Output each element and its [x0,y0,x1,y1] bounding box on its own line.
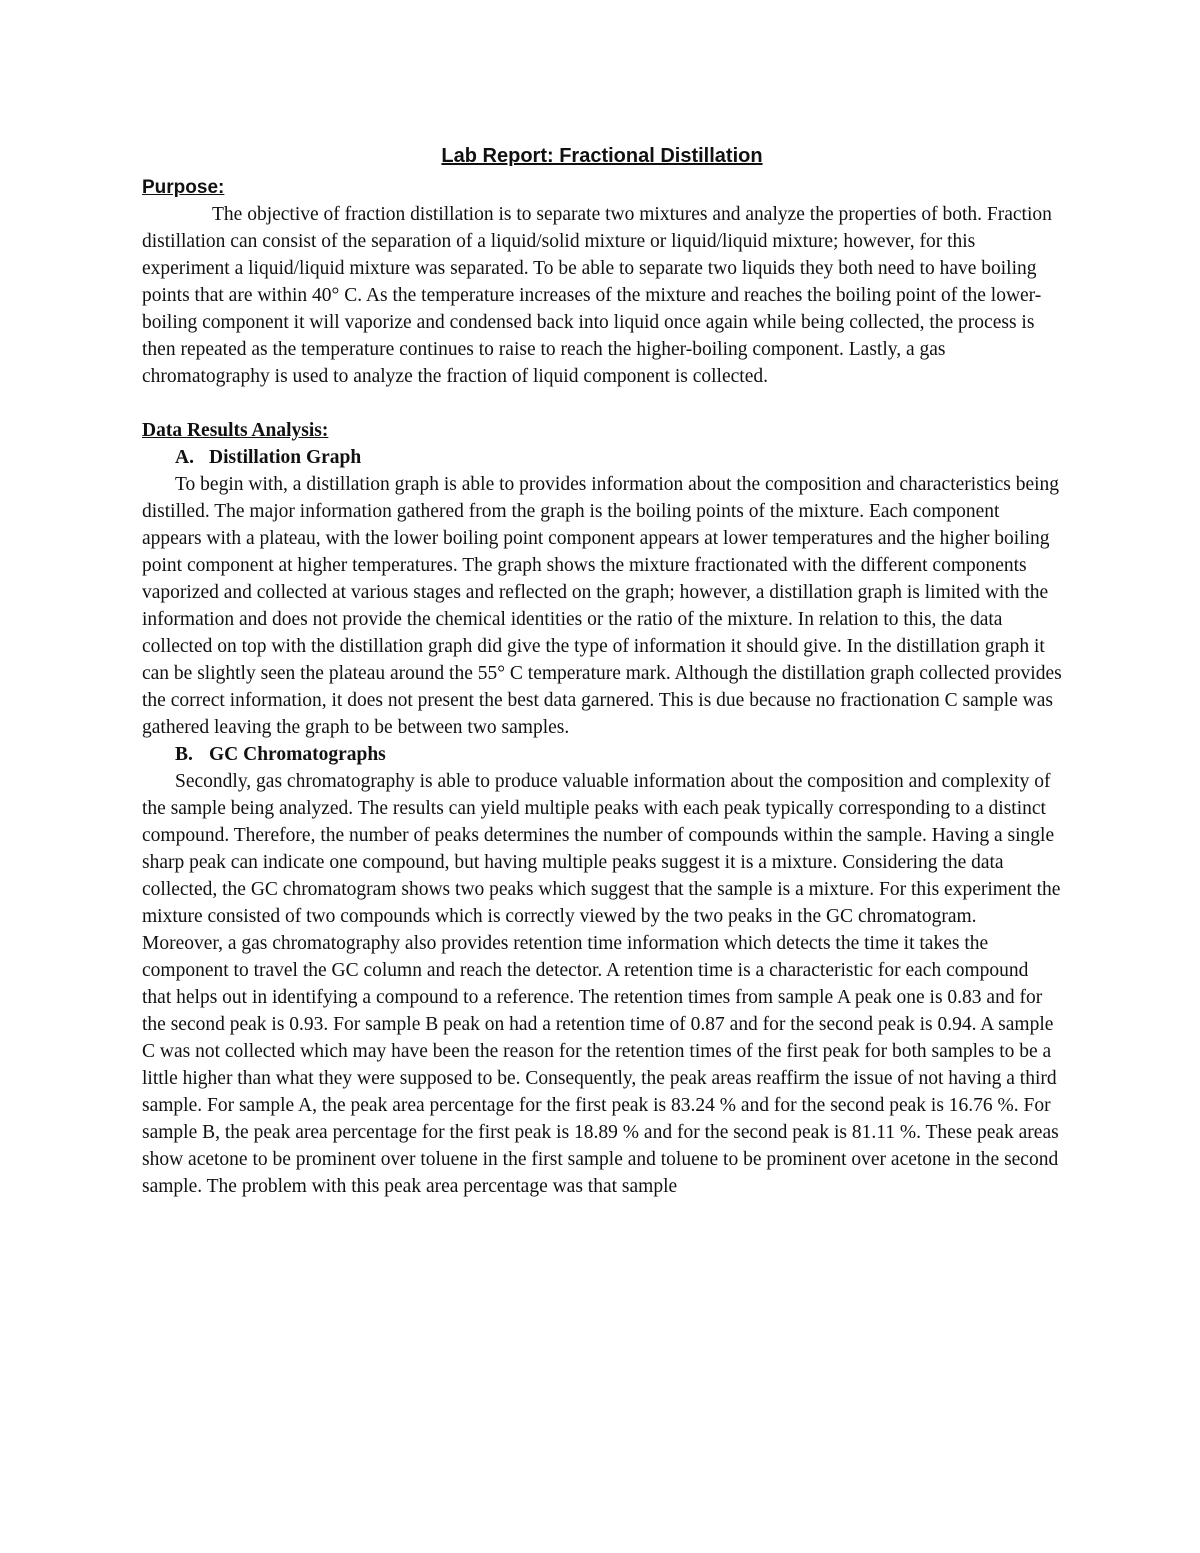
purpose-paragraph: The objective of fraction distillation is to separate two mixtures and analyze the properties of both. Fraction distillation can consist of the separation of a liquid/solid mixture or liquid/liquid mixture; however, for this experiment a liquid/liquid mixture was separated. To be able to separate two liquids they both need to have boiling points that are within 40° C. As the temperature increases of the mixture and reaches the boiling point of the lower-boiling component it will vaporize and condensed back into liquid once again while being collected, the process is then repeated as the temperature continues to raise to reach the higher-boiling component. Lastly, a gas chromatography is used to analyze the fraction of liquid component is collected. [142,204,1052,387]
subsection-title: Distillation Graph [209,447,362,468]
distillation-graph-paragraph: To begin with, a distillation graph is able to provides information about the composition and characteristics being distilled. The major information gathered from the graph is the boiling points of the mixture. Each component appears with a plateau, with the lower boiling point component appears at lower temperatures and the higher boiling point component at higher temperatures. The graph shows the mixture fractionated with the different components vaporized and collected at various stages and reflected on the graph; however, a distillation graph is limited with the information and does not provide the chemical identities or the ratio of the mixture. In relation to this, the data collected on top with the distillation graph did give the type of information it should give. In the distillation graph it can be slightly seen the plateau around the 55° C temperature mark. Although the distillation graph collected provides the correct information, it does not present the best data garnered. This is due because no fractionation C sample was gathered leaving the graph to be between two samples. [142,474,1062,738]
subsection-heading-distillation-graph [142,444,1062,471]
section-spacer [142,390,1062,417]
subsection-letter: B. [175,744,193,765]
subsection-heading-gc-chromatographs [142,741,1062,768]
subsection-title: GC Chromatographs [209,744,386,765]
subsection-letter: A. [175,447,194,468]
document-page [142,142,1062,1200]
analysis-heading: Data Results Analysis: [142,420,329,441]
document-title: Lab Report: Fractional Distillation [441,145,763,167]
gc-chromatographs-paragraph: Secondly, gas chromatography is able to produce valuable information about the composition and complexity of the sample being analyzed. The results can yield multiple peaks with each peak typically corresponding to a distinct compound. Therefore, the number of peaks determines the number of compounds within the sample. Having a single sharp peak can indicate one compound, but having multiple peaks suggest it is a mixture. Considering the data collected, the GC chromatogram shows two peaks which suggest that the sample is a mixture. For this experiment the mixture consisted of two compounds which is correctly viewed by the two peaks in the GC chromatogram. Moreover, a gas chromatography also provides retention time information which detects the time it takes the component to travel the GC column and reach the detector. A retention time is a characteristic for each compound that helps out in identifying a compound to a reference. The retention times from sample A peak one is 0.83 and for the second peak is 0.93. For sample B peak on had a retention time of 0.87 and for the second peak is 0.94. A sample C was not collected which may have been the reason for the retention times of the first peak for both samples to be a little higher than what they were supposed to be. Consequently, the peak areas reaffirm the issue of not having a third sample. For sample A, the peak area percentage for the first peak is 83.24 % and for the second peak is 16.76 %. For sample B, the peak area percentage for the first peak is 18.89 % and for the second peak is 81.11 %. These peak areas show acetone to be prominent over toluene in the first sample and toluene to be prominent over acetone in the second sample. The problem with this peak area percentage was that sample [142,771,1061,1197]
purpose-heading: Purpose: [142,177,225,198]
